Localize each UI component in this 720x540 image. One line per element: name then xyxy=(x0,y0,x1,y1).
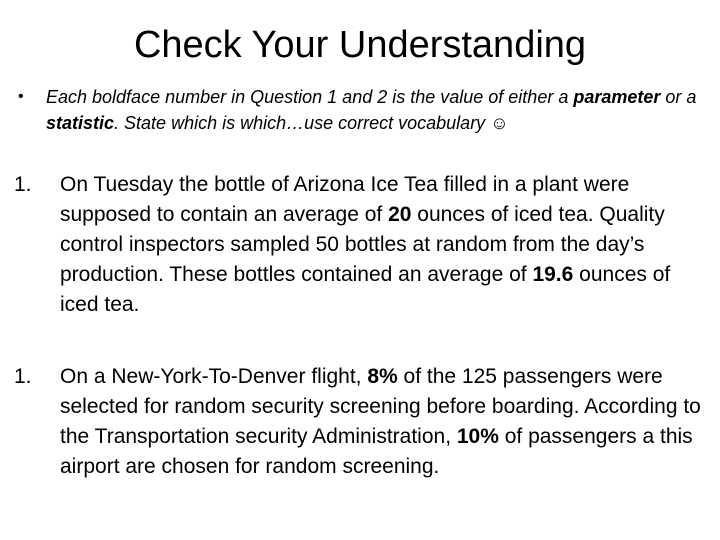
question-2 xyxy=(14,362,714,482)
intro-part-3: . State which is which…use correct vocabulary xyxy=(114,113,491,133)
q2-part-2: of the 125 passengers were selected for random security screening before boarding. According to the Transportation security Administration, xyxy=(60,365,701,448)
q2-bold-value-1: 8% xyxy=(367,365,398,388)
q2-part-1: On a New-York-To-Denver flight, xyxy=(60,365,368,388)
q1-bold-value-1: 20 xyxy=(388,203,412,226)
q1-part-2: ounces of iced tea. Quality control inspectors sampled 50 bottles at random from the day’s production. These bottles contained an average of xyxy=(60,203,665,286)
question-1 xyxy=(14,170,714,320)
question-number: 1. xyxy=(14,173,32,196)
intro-part-2: or a xyxy=(660,87,697,107)
q2-bold-value-2: 10% xyxy=(456,425,499,448)
slide-title: Check Your Understanding xyxy=(133,24,587,66)
intro-bold-parameter: parameter xyxy=(573,87,661,107)
question-text xyxy=(60,362,714,482)
q2-part-3: of passengers a this airport are chosen for random screening. xyxy=(60,425,693,478)
q1-part-1: On Tuesday the bottle of Arizona Ice Tea filled in a plant were supposed to contain an average of xyxy=(60,173,630,226)
q1-part-3: ounces of iced tea. xyxy=(60,263,671,316)
q1-bold-value-2: 19.6 xyxy=(532,263,574,286)
intro-bold-statistic: statistic xyxy=(46,113,115,133)
question-text xyxy=(60,170,714,320)
smiley-icon: ☺ xyxy=(490,113,509,133)
question-number: 1. xyxy=(14,365,32,388)
intro-text xyxy=(46,84,708,136)
intro-part-1: Each boldface number in Question 1 and 2 is the value of either a xyxy=(46,87,574,107)
bullet-marker: • xyxy=(18,88,24,105)
intro-bullet xyxy=(18,84,708,136)
